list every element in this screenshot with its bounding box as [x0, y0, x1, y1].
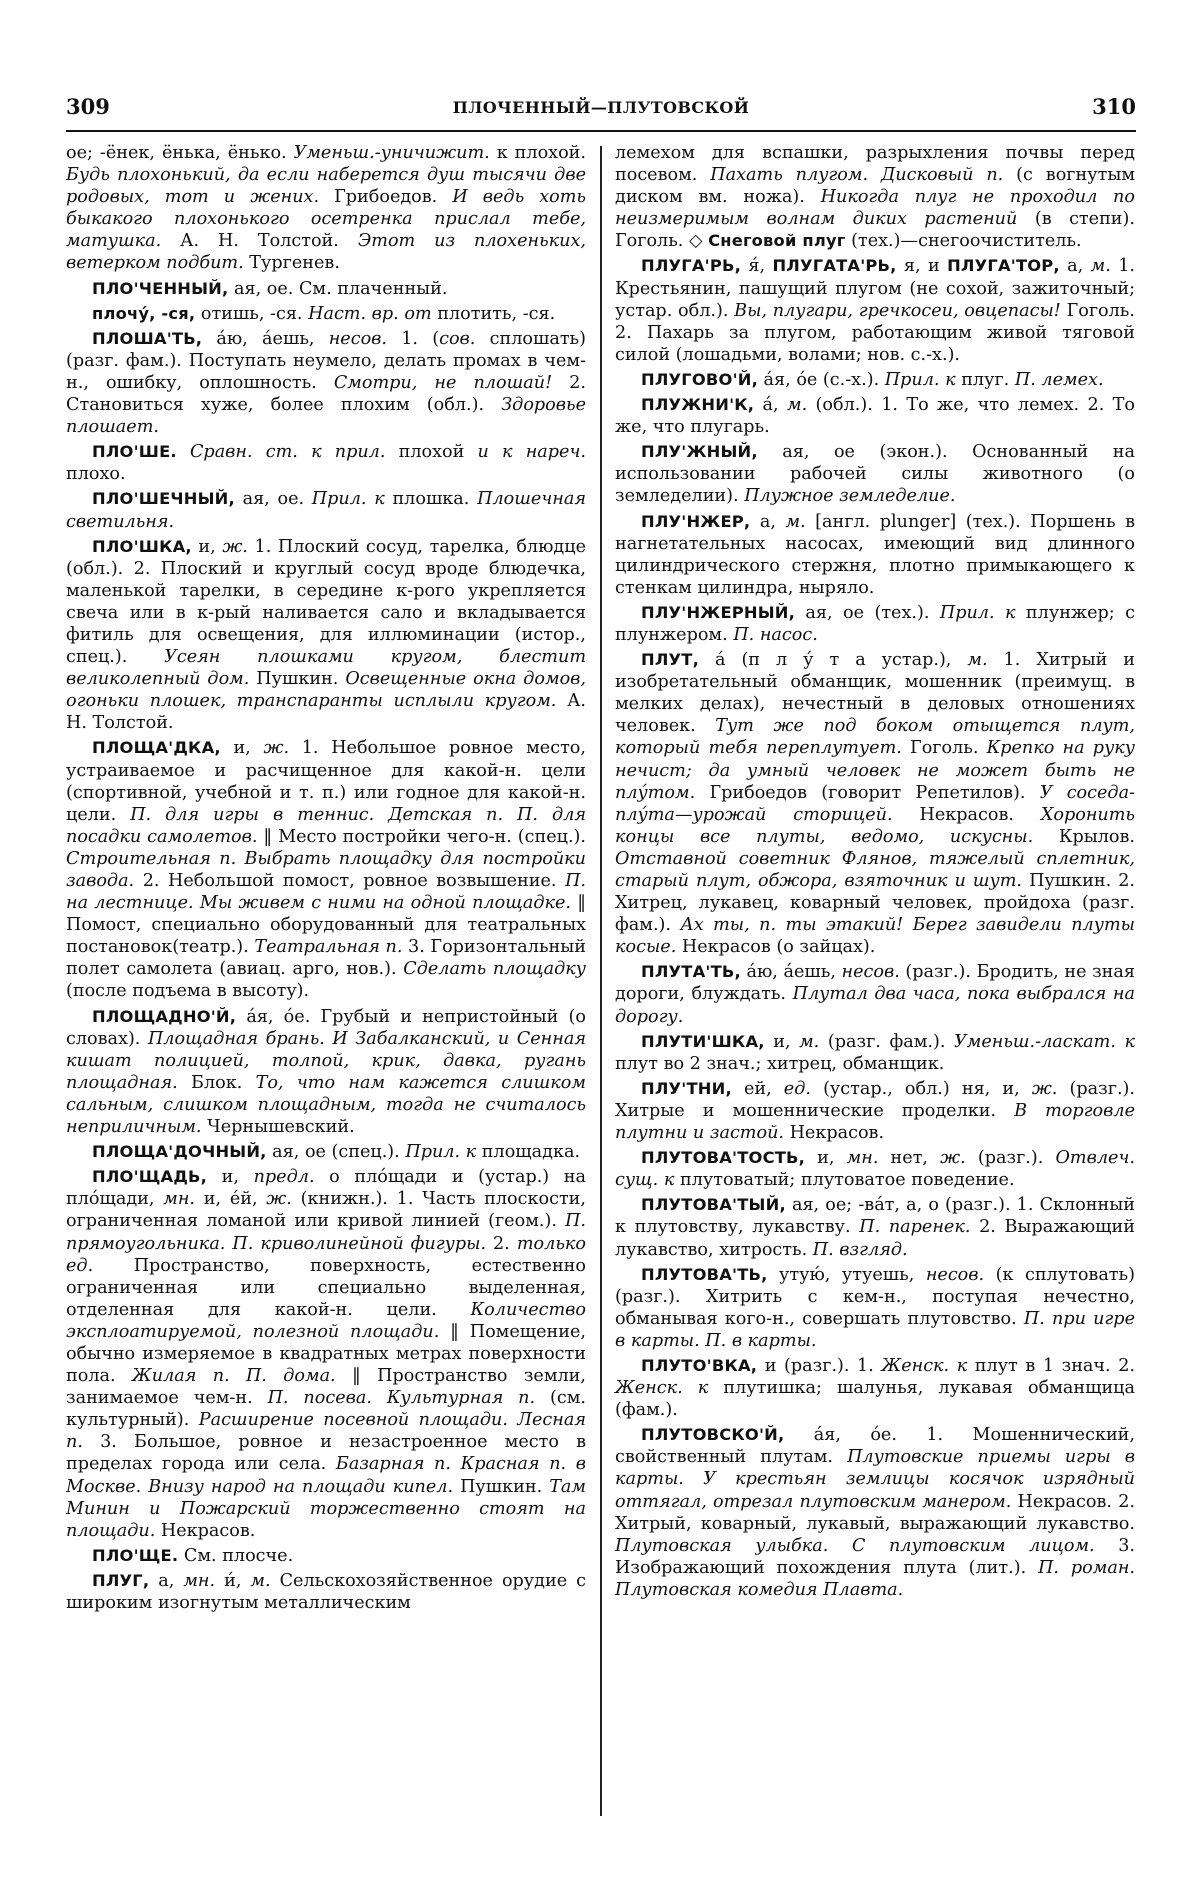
definition-text: и,	[764, 1031, 800, 1052]
definition-text: а,	[750, 511, 786, 532]
definition-text: плут во 2 знач.; хитрец, обманщик.	[615, 1053, 945, 1074]
definition-text: Чернышевский.	[201, 1117, 355, 1138]
italic-text: То, что нам кажется слишком сальным, слишком площадным, тогда не считалось неприличным.	[66, 1072, 586, 1138]
italic-text: Прил. к	[939, 602, 1016, 623]
definition-text: (с вогнутым диском вм. ножа).	[615, 165, 1136, 208]
headword: ПЛОЩА'ДОЧНЫЙ,	[92, 1142, 267, 1162]
definition-text: Гоголь.	[901, 738, 987, 759]
definition-text: 1. Хитрый и изобретательный обманщик, мошенник (преимущ. в мелких делах), нечестный в деловых отношениях человек.	[615, 650, 1135, 737]
page-number-left: 309	[66, 94, 110, 119]
italic-text: мн.	[183, 1570, 216, 1591]
definition-text: ая, ое.	[234, 489, 312, 510]
italic-text: ж.	[222, 536, 248, 557]
headword: ПЛУГОВО'Й,	[641, 369, 758, 389]
definition-text: (разг.). Хитрые и мошеннические проделки.	[615, 1078, 1135, 1121]
italic-text: Этот из плохеньких, ветерком подбит.	[66, 231, 586, 274]
headword: ПЛО'ЧЕННЫЙ,	[92, 278, 229, 298]
italic-text: Ах ты, п. ты этакий! Берег завидели плуты косые.	[615, 915, 1135, 958]
headword: ПЛУТОВА'ТОСТЬ,	[641, 1148, 806, 1168]
italic-text: Хоронить концы все плуты, ведомо, искусны.	[615, 804, 1135, 847]
italic-text: и к нарeч.	[477, 442, 587, 463]
italic-text: Никогда плуг не проходил по неизмеримым волнам диких растений	[615, 187, 1135, 230]
headword: ПЛО'ШЕ.	[92, 442, 177, 462]
italic-text: Пахать плугом. Дисковый п.	[710, 165, 1004, 186]
definition-text: (тех.)—снегоочиститель.	[845, 231, 1082, 252]
italic-text: Будь плохонький, да если наберется душ тысячи две родовых, тот и жених.	[66, 165, 586, 208]
italic-text: П. при игре в карты. П. в карты.	[615, 1308, 1135, 1351]
definition-text: и́,	[215, 1570, 251, 1591]
italic-text: Отвлеч. сущ. к	[615, 1148, 1135, 1191]
headword: ПЛУГ,	[92, 1570, 150, 1590]
italic-text: И ведь хоть быкакого плохонького осетренка прислал тебе, матушка.	[66, 187, 587, 252]
dictionary-entry	[66, 737, 586, 1002]
italic-text: П. для игры в теннис. Детская п. П. для посадки самолетов.	[66, 804, 586, 847]
dictionary-entry	[615, 649, 1135, 958]
definition-text: (обл.). 1. То же, что лемех. 2. То же, что плугарь.	[615, 395, 1135, 438]
definition-text: плуг.	[955, 369, 1015, 390]
italic-text: П. взгляд.	[812, 1239, 908, 1260]
italic-text: В торговле плутни и застой.	[615, 1100, 1135, 1144]
headword: ПЛОЩАДНО'Й,	[92, 1006, 237, 1026]
definition-text: сплошать) (разг. фам.). Поступать неумело, делать промах в чем-н., ошибку, оплошность.	[66, 328, 586, 393]
definition-text: 3. Большое, ровное и незастроенное место в пределах города или села.	[66, 1432, 586, 1475]
dictionary-entry	[615, 1194, 1135, 1260]
italic-text: ж.	[263, 738, 290, 759]
dictionary-entry	[615, 1424, 1135, 1601]
italic-text: Там Минин и Пожарский торжественно стоят на площади.	[66, 1476, 586, 1541]
italic-text: Площадная брань. И Забалканский, и Сенная кишат полицией, толпой, крик, давка, ругань площадная.	[66, 1028, 586, 1093]
italic-text: Женск. к	[881, 1355, 968, 1376]
italic-text: Женск. к	[615, 1378, 709, 1399]
definition-text: (разг. фам.).	[819, 1031, 955, 1052]
headword: ПЛУТО'ВКА,	[641, 1355, 758, 1375]
headword: ПЛУТИ'ШКА,	[641, 1031, 765, 1051]
definition-text: а́я, о́е. 1. Мошеннический, свойственный плутам.	[615, 1425, 1135, 1468]
entry-continuation	[66, 142, 586, 275]
column-divider	[600, 146, 602, 1816]
italic-text: Усеян плошками кругом, блестит великолепный дом.	[66, 647, 586, 690]
dictionary-entry	[66, 303, 586, 325]
definition-text: ая, ое (тех.).	[795, 602, 940, 623]
header-rule	[66, 130, 1136, 132]
definition-text: 2. Небольшой помост, ровное возвышение.	[134, 871, 566, 891]
left-column	[66, 142, 586, 1617]
headword: ПЛУТОВА'ТЬ,	[641, 1264, 768, 1284]
definition-text: и,	[805, 1148, 847, 1169]
definition-text: ая, ое. См. плаченный.	[228, 278, 448, 299]
dictionary-entry	[66, 536, 586, 735]
headword: ПЛУТ,	[641, 650, 699, 670]
italic-text: Театральная п.	[254, 937, 403, 958]
definition-text: площадка.	[476, 1142, 581, 1163]
italic-text: Тут же под боком отыщется плут, который тебя переплутует.	[615, 716, 1136, 759]
dictionary-entry	[615, 602, 1135, 646]
italic-text: Плутовские приемы игры в карты. У крестьян землицы косячок изрядный оттягал, отрезал плутовским манером.	[615, 1447, 1135, 1512]
headword: ПЛО'ШЕЧНЫЙ,	[92, 489, 235, 509]
dictionary-entry	[66, 278, 586, 300]
italic-text: Отставной советник Флянов, тяжелый сплетник, старый плут, обжора, взяточник и шут.	[615, 848, 1135, 891]
definition-text: (в степи). Гоголь. ◇	[615, 209, 1135, 252]
definition-text: [англ. plunger] (тех.). Поршень в нагнетательных насосах, имеющий вид длинного цилиндрического стержня, плотно примыкающего к стенкам цилиндра, ныряло.	[615, 511, 1135, 598]
definition-text: ‖ Пространство земли, занимаемое чем-н.	[66, 1366, 587, 1409]
italic-text: Плутал два часа, пока выбрался на дорогу.	[615, 984, 1135, 1027]
definition-text: плунжер; с плунжером.	[615, 602, 1135, 645]
definition-text: 2.	[486, 1233, 517, 1254]
definition-text: Тургенев.	[243, 253, 340, 274]
definition-text: А. Н. Толстой.	[66, 691, 586, 734]
italic-text: Наст. вр. от	[308, 303, 432, 324]
dictionary-entry	[615, 1147, 1135, 1191]
italic-text: ед.	[783, 1078, 811, 1099]
definition-text: 1. Плоский сосуд, тарелка, блюдце (обл.). 2. Плоский и круглый сосуд вроде блюдечка, маленькой тарелки, в середине к-рого укрепляется свеча или в к-рый наливается сало и вкладывается фитиль для освещения, для иллюминации (истор., спец.).	[66, 536, 586, 668]
dictionary-entry	[66, 1545, 586, 1567]
definition-text: (разг.). Бродить, не зная дороги, блуждать.	[615, 962, 1135, 1005]
definition-text: и,	[191, 536, 223, 557]
definition-text: 1. Небольшое ровное место, устраиваемое и расчищенное для какой-н. цели (спортивной, учебной и т. п.) или годное для какой-н. цели.	[66, 738, 586, 825]
italic-text: П. роман. Плутовская комедия Плавта.	[615, 1557, 1135, 1600]
headword: ПЛО'ЩЕ.	[92, 1545, 179, 1565]
definition-text: 3. Изображающий похождения плута (лит.).	[615, 1535, 1135, 1578]
headword: ПЛУ'ТНИ,	[641, 1078, 732, 1098]
italic-text: сов.	[439, 328, 476, 349]
definition-text: Крылов.	[1033, 826, 1135, 847]
dictionary-entry	[66, 441, 586, 485]
italic-text: Смотри, не плошай!	[333, 372, 553, 393]
definition-text: плут в 1 знач. 2.	[967, 1355, 1135, 1376]
italic-text: несов.	[841, 962, 900, 983]
italic-text: м.	[799, 1031, 820, 1052]
definition-text: Грибоедов.	[319, 187, 453, 208]
italic-text: ж.	[266, 1189, 292, 1210]
italic-text: Плошечная светильня.	[66, 489, 586, 532]
definition-text: (устар., обл.) ня, и,	[810, 1078, 1032, 1099]
italic-text: Прил. к	[405, 1142, 477, 1163]
headword: ПЛУГА'ТОР,	[947, 256, 1060, 276]
definition-text: а́я, о́е. Грубый и непристойный (о словах).	[66, 1006, 586, 1049]
italic-text: Уменьш.-уничижит.	[293, 143, 490, 163]
headword: ПЛУТА'ТЬ,	[641, 962, 741, 982]
italic-text: м.	[250, 1570, 271, 1591]
definition-text: Пушкин. 2. Хитрец, лукавец, коварный человек, пройдоха (разг. фам.).	[615, 871, 1135, 936]
definition-text: ое; -ёнек, ёнька, ёнько.	[66, 143, 294, 163]
definition-text	[177, 442, 190, 462]
dictionary-entry	[615, 1355, 1135, 1421]
definition-text: а́я, о́е (с.-х.).	[757, 369, 885, 390]
definition-text: а́ю, а́ешь,	[740, 962, 842, 983]
italic-text: П. посева. Культурная п.	[267, 1388, 536, 1409]
definition-text: плохо.	[66, 464, 126, 485]
italic-text: Уменьш.-ласкат. к	[954, 1031, 1135, 1052]
headword: ПЛУТОВСКО'Й,	[641, 1425, 785, 1445]
definition-text: о пло́щади и (устар.) на пло́щади,	[66, 1167, 586, 1210]
dictionary-entry	[615, 255, 1135, 365]
dictionary-entry	[615, 1264, 1135, 1352]
italic-text: ж.	[940, 1148, 966, 1169]
definition-text: Пространство, поверхность, естественно ограниченная или специально выделенная, отделенная для какой-н. цели.	[66, 1255, 586, 1320]
italic-text: м.	[967, 650, 988, 671]
italic-text: Прил. к	[884, 369, 956, 390]
headword: ПЛУГА'РЬ,	[641, 256, 741, 276]
definition-text: (книжн.). 1. Часть плоскости, ограниченная ломаной или кривой линией (геом.).	[66, 1189, 587, 1232]
headword: ПЛОША'ТЬ,	[92, 328, 203, 348]
headword: ПЛОЩА'ДКА,	[92, 738, 221, 758]
definition-text: Некрасов. 2. Хитрый, коварный, лукавый, выражающий лукавство.	[615, 1491, 1135, 1534]
dictionary-entry	[66, 328, 586, 438]
definition-text: ‖ Место постройки чего-н. (спец.).	[257, 826, 587, 847]
italic-text: Жилая п. П. дома.	[131, 1366, 336, 1387]
definition-text: плохой	[385, 442, 478, 463]
definition-text: и, е́й,	[195, 1189, 267, 1210]
dictionary-entry	[615, 961, 1135, 1027]
italic-text: предл.	[253, 1167, 315, 1188]
definition-text: ‖ Помещение, обычно измеряемое в квадратных метрах поверхности пола.	[66, 1321, 586, 1387]
italic-text: Освещенные окна домов, огоньки плошек, транспаранты исплыли кругом.	[66, 669, 586, 712]
definition-text: а́ (п л у́ т а устар.),	[699, 650, 968, 671]
definition-text: Некрасов.	[784, 1123, 885, 1144]
italic-text: Сделать площадку	[403, 959, 586, 980]
definition-text: См. плосче.	[178, 1545, 294, 1566]
definition-text: ая, ое; -ва́т, а, о (разг.). 1. Склонный к плутовству, лукавству.	[615, 1195, 1135, 1238]
headword: ПЛУ'НЖЕР,	[641, 511, 751, 531]
headword: ПЛУ'НЖЕРНЫЙ,	[641, 602, 796, 622]
definition-text: утую́, утуешь,	[767, 1264, 926, 1285]
definition-text: а́,	[754, 395, 787, 416]
italic-text: м.	[785, 511, 806, 532]
definition-text: плутоватый; плутоватое поведение.	[674, 1170, 1015, 1191]
definition-text: и,	[207, 1167, 254, 1188]
definition-text: а,	[149, 1570, 184, 1591]
italic-text: м.	[787, 395, 808, 416]
right-column	[615, 142, 1135, 1604]
dictionary-entry	[615, 369, 1135, 391]
definition-text: 3. Горизонтальный полет самолета (авиац. арго, нов.).	[66, 937, 587, 980]
italic-text: Плутовская улыбка. С плутовским лицом.	[615, 1535, 1095, 1556]
definition-text: и (разг.). 1.	[757, 1355, 882, 1376]
headword: ПЛО'ШКА,	[92, 536, 192, 556]
definition-text: Сельскохозяйственное орудие с широким изогнутым металлическим	[66, 1570, 586, 1613]
italic-text: Здоровье плошает.	[66, 395, 586, 438]
dictionary-entry	[66, 1006, 586, 1139]
italic-text: П. на лестнице. Мы живем с ними на одной площадке.	[66, 871, 586, 914]
dictionary-entry	[66, 1141, 586, 1163]
definition-text: плошка.	[384, 489, 478, 510]
italic-text: несов.	[925, 1264, 985, 1285]
headword: Снеговой плуг	[708, 231, 846, 251]
italic-text: У соседа-плу́та—урожай сторицей.	[615, 782, 1135, 825]
italic-text: П. лемех.	[1014, 369, 1104, 390]
definition-text: 1. (	[387, 328, 440, 349]
definition-text: ая, ое (спец.).	[266, 1142, 406, 1163]
italic-text: мн.	[846, 1148, 879, 1169]
italic-text: Плужное земледелие.	[744, 486, 956, 507]
definition-text: а,	[1059, 256, 1091, 277]
entry-continuation	[615, 142, 1135, 252]
definition-text: (разг.).	[965, 1148, 1056, 1169]
definition-text: нет,	[878, 1148, 941, 1169]
definition-text: Гоголь. 2. Пахарь за плугом, работающим живой тяговой силой (лошадьми, волами; нов. с.-х.).	[615, 300, 1135, 365]
dictionary-entry	[615, 1078, 1135, 1144]
definition-text: ей,	[731, 1078, 784, 1099]
definition-text: 1. Крестьянин, пашущий плугом (не сохой, зажиточный; устар. обл.).	[615, 256, 1135, 321]
dictionary-entry	[66, 1570, 586, 1614]
definition-text: Пушкин.	[249, 669, 346, 690]
italic-text: несов.	[328, 328, 387, 349]
italic-text: Крепко на руку нечист; да умный человек не может быть не плу́том.	[615, 738, 1135, 803]
page-header	[66, 94, 1136, 128]
definition-text: плотить, -ся.	[431, 303, 556, 324]
definition-text: лемехом для вспашки, разрыхления почвы перед посевом.	[615, 143, 1135, 186]
definition-text: Грибоедов (говорит Репетилов).	[695, 782, 1040, 803]
definition-text: Блок.	[177, 1072, 256, 1093]
italic-text: Расширение посевной площади. Лесная п.	[66, 1410, 586, 1453]
italic-text: П. прямоугольника. П. криволинейной фигуры.	[66, 1211, 586, 1254]
italic-text: м.	[1090, 256, 1111, 277]
italic-text: Базарная п. Красная п. в Москве. Внизу народ на площади кипел.	[66, 1454, 586, 1497]
dictionary-entry	[66, 488, 586, 532]
dictionary-entry	[615, 1031, 1135, 1075]
italic-text: Строительная п. Выбрать площадку для постройки завода.	[66, 848, 586, 891]
italic-text: Сравн. ст. к прил.	[189, 442, 386, 463]
definition-text: А. Н. Толстой.	[161, 231, 358, 252]
definition-text: (после подъема в высоту).	[66, 981, 310, 1002]
dictionary-entry	[615, 441, 1135, 507]
italic-text: Количество эксплоатируемой, полезной площади.	[66, 1299, 586, 1342]
definition-text: к плохой.	[489, 143, 586, 163]
definition-text: ‖ Помост, специально оборудованный для театральных постановок(театр.).	[66, 893, 586, 958]
definition-text: (см. культурный).	[66, 1388, 586, 1431]
headword: ПЛУЖНИ'К,	[641, 395, 755, 415]
dictionary-entry	[66, 1166, 586, 1542]
definition-text: (к сплутовать) (разг.). Хитрить с кем-н., поступая нечестно, обманывая кого-н., совершать плутовство.	[615, 1264, 1135, 1329]
definition-text: Некрасов.	[892, 804, 1041, 825]
running-head: ПЛОЧЕННЫЙ—ПЛУТОВСКОЙ	[452, 98, 750, 117]
headword: плочу́, -ся,	[92, 303, 196, 323]
definition-text: а́ю, а́ешь,	[202, 328, 329, 349]
definition-text: я́,	[741, 256, 773, 277]
definition-text: Некрасов (о зайцах).	[676, 937, 876, 958]
headword: ПЛУ'ЖНЫЙ,	[641, 442, 758, 462]
italic-text: Прил. к	[311, 489, 385, 510]
definition-text: ая, ое (экон.). Основанный на использовании рабочей силы животного (о земледелии).	[615, 442, 1135, 507]
italic-text: только ед.	[66, 1233, 586, 1276]
italic-text: Вы, плугари, гречкосеи, овцепасы!	[734, 300, 1061, 321]
definition-text: и,	[220, 738, 264, 759]
italic-text: ж.	[1031, 1078, 1058, 1099]
definition-text: 2. Становиться хуже, более плохим (обл.).	[66, 372, 586, 416]
italic-text: П. насос.	[733, 624, 818, 645]
definition-text: отишь, -ся.	[195, 303, 309, 324]
definition-text: Некрасов.	[155, 1520, 256, 1541]
headword: ПЛУГАТА'РЬ,	[772, 256, 897, 276]
definition-text: я, и	[896, 256, 948, 277]
page-number-right: 310	[1092, 94, 1136, 119]
headword: ПЛУТОВА'ТЫЙ,	[641, 1195, 786, 1215]
dictionary-entry	[615, 511, 1135, 599]
definition-text: 2. Выражающий лукавство, хитрость.	[615, 1217, 1135, 1260]
dictionary-entry	[615, 394, 1135, 438]
italic-text: мн.	[163, 1189, 196, 1210]
definition-text: Пушкин.	[453, 1476, 550, 1497]
definition-text: плутишка; шалунья, лукавая обманщица (фам.).	[615, 1378, 1135, 1421]
headword: ПЛО'ЩАДЬ,	[92, 1167, 208, 1187]
italic-text: П. паренек.	[859, 1217, 971, 1238]
